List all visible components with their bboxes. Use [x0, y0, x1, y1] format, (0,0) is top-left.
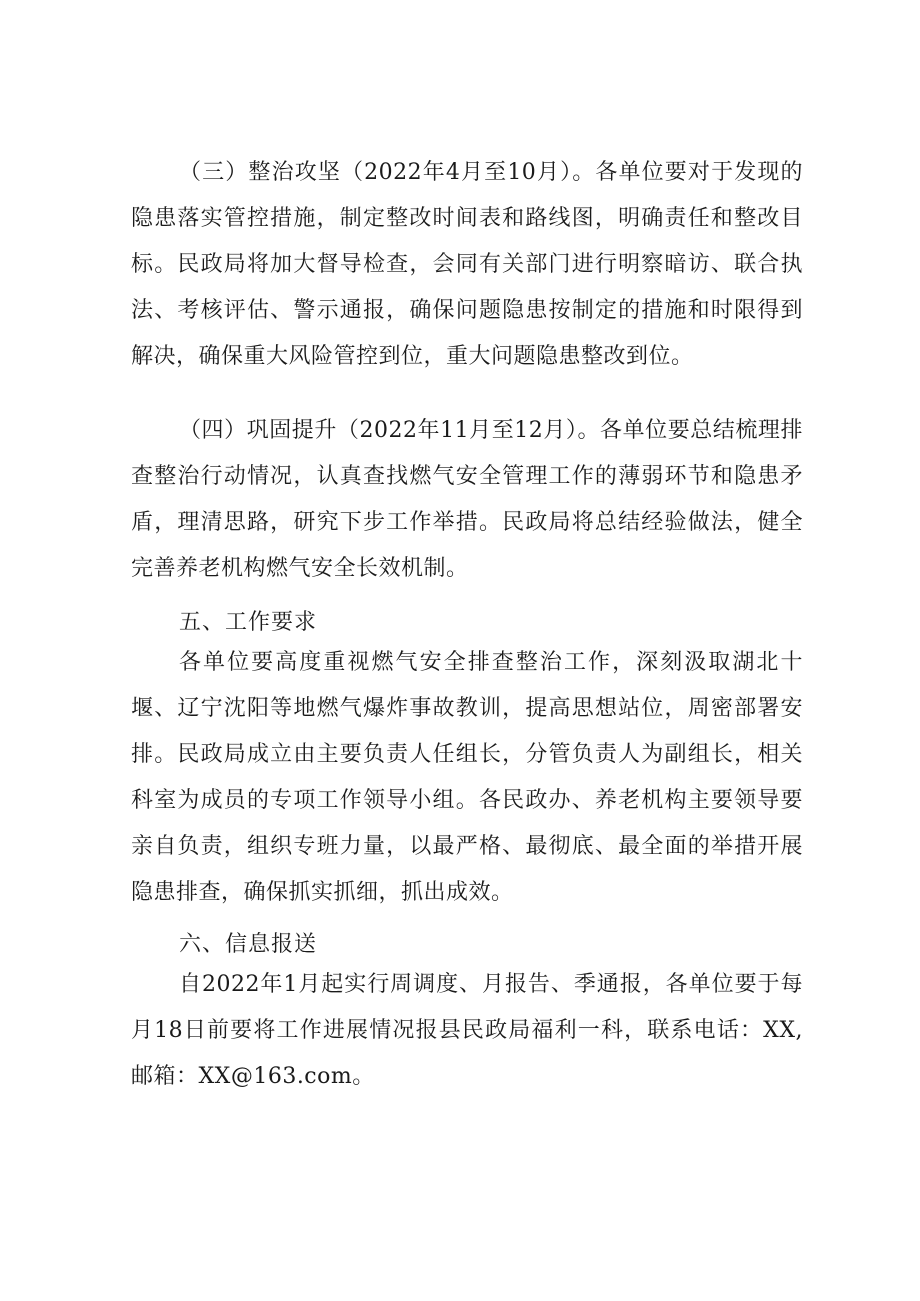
paragraph-consolidation: （四）巩固提升（2022年11月至12月）。各单位要总结梳理排查整治行动情况，认真查找燃气安全管理工作的薄弱环节和隐患矛盾，理清思路，研究下步工作举措。民政局将总结经验做法，健全完善养老机构燃气安全长效机制。 [131, 418, 803, 581]
heading-information-reporting: 六、信息报送 [179, 932, 318, 957]
paragraph-information-reporting: 自2022年1月起实行周调度、月报告、季通报，各单位要于每月18日前要将工作进展情况报县民政局福利一科，联系电话：XX,邮箱：XX@163.com。 [131, 972, 803, 1089]
paragraph-rectification: （三）整治攻坚（2022年4月至10月）。各单位要对于发现的隐患落实管控措施，制定整改时间表和路线图，明确责任和整改目标。民政局将加大督导检查，会同有关部门进行明察暗访、联合执法、考核评估、警示通报，确保问题隐患按制定的措施和时限得到解决，确保重大风险管控到位，重大问题隐患整改到位。 [131, 160, 803, 369]
heading-work-requirements: 五、工作要求 [179, 610, 318, 635]
paragraph-work-requirements: 各单位要高度重视燃气安全排查整治工作，深刻汲取湖北十堰、辽宁沈阳等地燃气爆炸事故教训，提高思想站位，周密部署安排。民政局成立由主要负责人任组长，分管负责人为副组长，相关科室为成员的专项工作领导小组。各民政办、养老机构主要领导要亲自负责，组织专班力量，以最严格、最彻底、最全面的举措开展隐患排查，确保抓实抓细，抓出成效。 [131, 650, 803, 905]
